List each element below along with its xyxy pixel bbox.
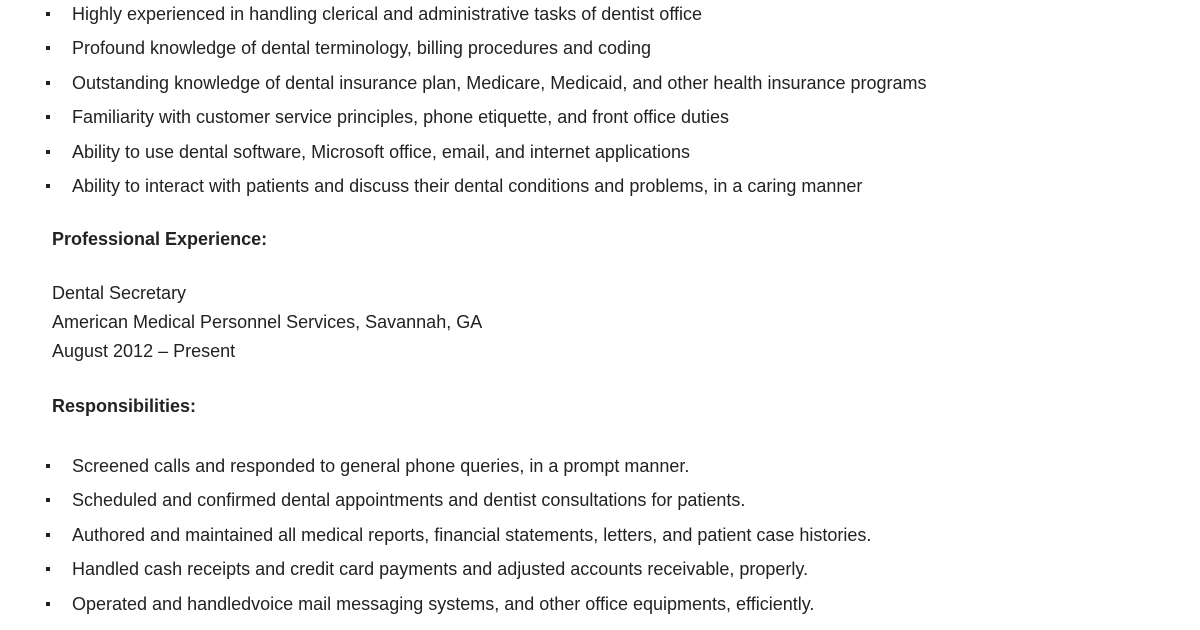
bullet-icon: [46, 464, 50, 468]
skill-text: Familiarity with customer service principles, phone etiquette, and front office duties: [72, 107, 729, 128]
list-item: [0, 100, 927, 134]
job-company: American Medical Personnel Services, Savannah, GA: [52, 312, 483, 332]
responsibility-text: Handled cash receipts and credit card payments and adjusted accounts receivable, properly.: [72, 559, 809, 580]
bullet-icon: [46, 81, 50, 85]
job-title: Dental Secretary: [52, 283, 187, 303]
list-item: [0, 0, 927, 31]
list-item: [0, 587, 871, 621]
skills-list: [0, 0, 927, 203]
bullet-icon: [46, 602, 50, 606]
responsibilities-heading: Responsibilities:: [52, 396, 197, 416]
bullet-icon: [46, 12, 50, 16]
responsibility-text: Operated and handledvoice mail messaging systems, and other office equipments, efficiently.: [72, 593, 815, 614]
list-item: [0, 449, 871, 483]
responsibilities-list: [0, 449, 871, 621]
skill-text: Outstanding knowledge of dental insurance plan, Medicare, Medicaid, and other health insurance programs: [72, 72, 927, 93]
bullet-icon: [46, 184, 50, 188]
list-item: [0, 66, 927, 100]
skill-text: Ability to use dental software, Microsoft office, email, and internet applications: [72, 141, 690, 162]
bullet-icon: [46, 150, 50, 154]
list-item: [0, 552, 871, 586]
job-dates: August 2012 – Present: [52, 341, 236, 361]
bullet-icon: [46, 567, 50, 571]
responsibility-text: Screened calls and responded to general phone queries, in a prompt manner.: [72, 456, 690, 476]
list-item: [0, 169, 927, 203]
list-item: [0, 135, 927, 169]
experience-heading: Professional Experience:: [52, 229, 268, 249]
list-item: [0, 31, 927, 65]
skill-text: Ability to interact with patients and discuss their dental conditions and problems, in a caring manner: [72, 175, 863, 196]
bullet-icon: [46, 115, 50, 119]
responsibility-text: Authored and maintained all medical reports, financial statements, letters, and patient case histories.: [72, 524, 872, 545]
responsibility-text: Scheduled and confirmed dental appointments and dentist consultations for patients.: [72, 490, 746, 511]
bullet-icon: [46, 498, 50, 502]
bullet-icon: [46, 46, 50, 50]
list-item: [0, 518, 871, 552]
skill-text: Profound knowledge of dental terminology, billing procedures and coding: [72, 38, 652, 59]
skill-text: Highly experienced in handling clerical and administrative tasks of dentist office: [72, 4, 703, 24]
list-item: [0, 483, 871, 517]
bullet-icon: [46, 533, 50, 537]
